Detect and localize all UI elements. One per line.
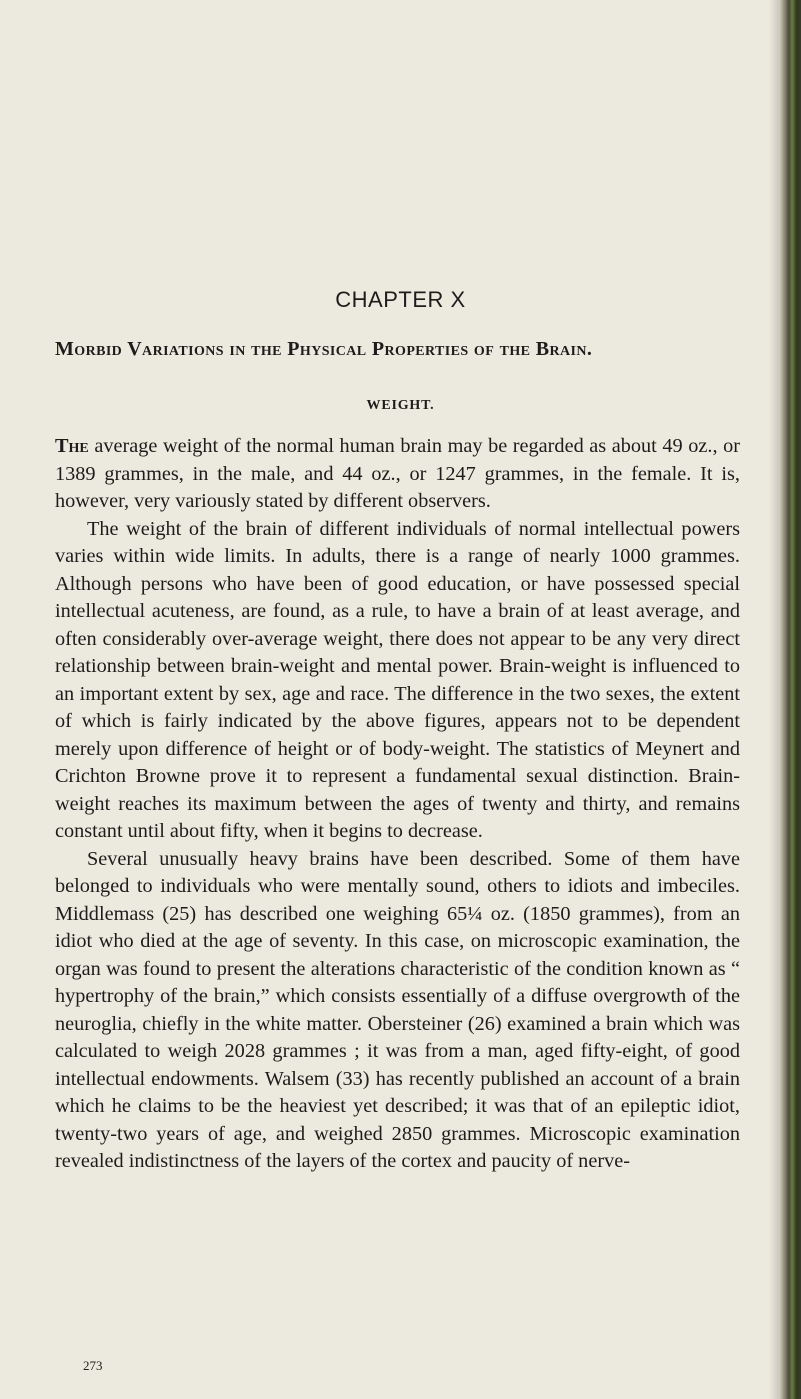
paragraph [55, 516, 740, 846]
page-edge [779, 0, 801, 1399]
page-gutter-shadow [769, 0, 779, 1399]
body-text [55, 433, 740, 1176]
section-heading: WEIGHT. [366, 398, 435, 413]
paragraph [55, 846, 740, 1176]
paragraph-lead: The [55, 435, 89, 457]
page-number: 273 [83, 1358, 103, 1373]
paragraph-text: average weight of the normal human brain may be regarded as about 49 oz., or 1389 grammes, in the male, and 44 oz., or 1247 grammes, in the female. It is, however, very variously stated by different observers. [55, 435, 740, 512]
paragraph-text: The weight of the brain of different individuals of normal intellectual powers varies within wide limits. In adults, there is a range of nearly 1000 grammes. Although persons who have been of good education, or have possessed special intellectual acuteness, are found, as a rule, to have a brain of at least average, and often considerably over-average weight, there does not appear to be any very direct relationship between brain-weight and mental power. Brain-weight is influenced to an important extent by sex, age and race. The difference in the two sexes, the extent of which is fairly indicated by the above figures, appears not to be dependent merely upon difference of height or of body-weight. The statistics of Meynert and Crichton Browne prove it to represent a fundamental sexual distinction. Brain-weight reaches its maximum between the ages of twenty and thirty, and remains constant until about fifty, when it begins to decrease. [55, 517, 740, 842]
paragraph-text: Several unusually heavy brains have been described. Some of them have belonged to individuals who were mentally sound, others to idiots and imbeciles. Middlemass (25) has described one weighing 65¼ oz. (1850 grammes), from an idiot who died at the age of seventy. In this case, on microscopic examination, the organ was found to present the alterations characteristic of the condition known as “ hypertrophy of the brain,” which consists essentially of a diffuse overgrowth of the neuroglia, chiefly in the white matter. Obersteiner (26) examined a brain which was calculated to weigh 2028 grammes ; it was from a man, aged fifty-eight, of good intellectual endowments. Walsem (33) has recently published an account of a brain which he claims to be the heaviest yet described; it was that of an epileptic idiot, twenty-two years of age, and weighed 2850 grammes. Microscopic examination revealed indistinctness of the layers of the cortex and paucity of nerve- [55, 847, 740, 1172]
chapter-title: Morbid Variations in the Physical Properties of the Brain. [55, 338, 593, 360]
paragraph [55, 433, 740, 516]
chapter-heading: CHAPTER X [335, 287, 466, 312]
